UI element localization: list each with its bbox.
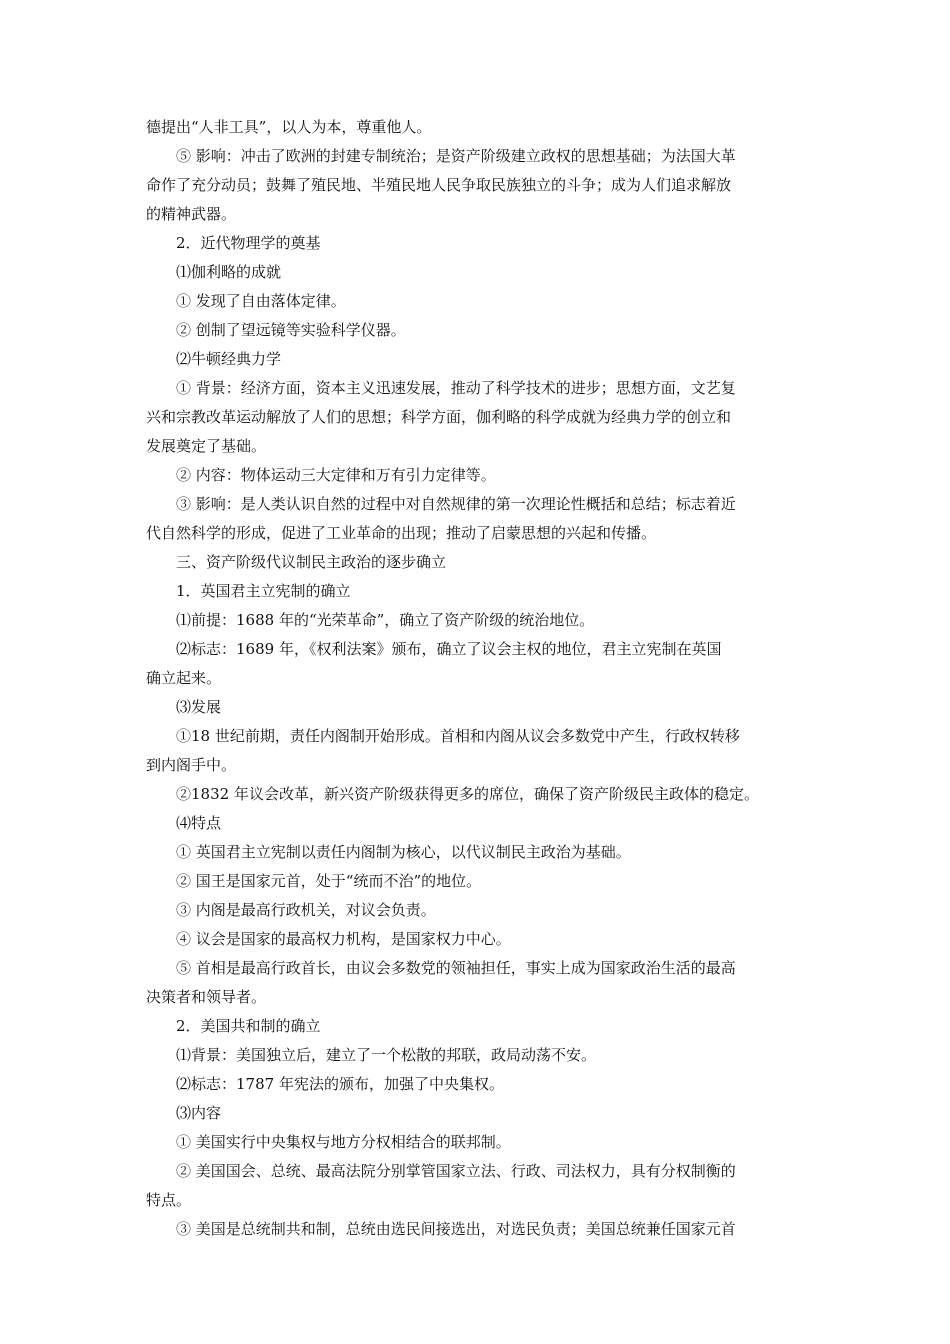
text-line: ③ 内阁是最高行政机关，对议会负责。 <box>176 901 436 919</box>
text-line: 2．美国共和制的确立 <box>176 1017 321 1035</box>
text-line: ⑵标志：1689 年，《权利法案》颁布，确立了议会主权的地位，君主立宪制在英国 <box>176 640 722 658</box>
text-line: 到内阁手中。 <box>146 756 237 774</box>
text-line: 命作了充分动员；鼓舞了殖民地、半殖民地人民争取民族独立的斗争；成为人们追求解放 <box>146 176 732 194</box>
text-line: ⑤ 影响：冲击了欧洲的封建专制统治；是资产阶级建立政权的思想基础；为法国大革 <box>176 147 736 165</box>
text-line: ② 国王是国家元首，处于“统而不治”的地位。 <box>176 872 482 890</box>
text-line: ① 英国君主立宪制以责任内阁制为核心，以代议制民主政治为基础。 <box>176 843 631 861</box>
text-line: ⑴伽利略的成就 <box>176 263 282 281</box>
text-line: ③ 影响：是人类认识自然的过程中对自然规律的第一次理论性概括和总结；标志着近 <box>176 495 736 513</box>
text-line: 兴和宗教改革运动解放了人们的思想；科学方面，伽利略的科学成就为经典力学的创立和 <box>146 408 732 426</box>
text-line: ⑷特点 <box>176 814 222 832</box>
text-line: 的精神武器。 <box>146 205 237 223</box>
text-line: ④ 议会是国家的最高权力机构，是国家权力中心。 <box>176 930 511 948</box>
text-line: ① 背景：经济方面，资本主义迅速发展，推动了科学技术的进步；思想方面，文艺复 <box>176 379 736 397</box>
text-line: 2．近代物理学的奠基 <box>176 234 321 252</box>
text-line: ① 发现了自由落体定律。 <box>176 292 346 310</box>
text-line: 决策者和领导者。 <box>146 988 267 1006</box>
text-line: 代自然科学的形成，促进了工业革命的出现；推动了启蒙思想的兴起和传播。 <box>146 524 657 542</box>
document-page <box>146 113 810 1244</box>
text-line: ⑵牛顿经典力学 <box>176 350 282 368</box>
text-line: 德提出“人非工具”，以人为本，尊重他人。 <box>146 118 432 136</box>
text-line: 确立起来。 <box>146 669 222 687</box>
text-line: ⑴背景：美国独立后，建立了一个松散的邦联，政局动荡不安。 <box>176 1046 597 1064</box>
text-line: ⑶内容 <box>176 1104 222 1122</box>
text-line: ⑶发展 <box>176 698 222 716</box>
text-line: ⑴前提：1688 年的“光荣革命”，确立了资产阶级的统治地位。 <box>176 611 595 629</box>
text-line: ① 美国实行中央集权与地方分权相结合的联邦制。 <box>176 1133 511 1151</box>
text-line: 1．英国君主立宪制的确立 <box>176 582 351 600</box>
text-line: 发展奠定了基础。 <box>146 437 267 455</box>
text-line: ①18 世纪前期，责任内阁制开始形成。首相和内阁从议会多数党中产生，行政权转移 <box>176 727 740 745</box>
text-line: ② 创制了望远镜等实验科学仪器。 <box>176 321 406 339</box>
text-line: ②1832 年议会改革，新兴资产阶级获得更多的席位，确保了资产阶级民主政体的稳定。 <box>176 785 759 803</box>
text-line: ⑵标志：1787 年宪法的颁布，加强了中央集权。 <box>176 1075 504 1093</box>
text-line: ② 美国国会、总统、最高法院分别掌管国家立法、行政、司法权力，具有分权制衡的 <box>176 1162 736 1180</box>
text-line: ② 内容：物体运动三大定律和万有引力定律等。 <box>176 466 496 484</box>
text-line: ⑤ 首相是最高行政首长，由议会多数党的领袖担任，事实上成为国家政治生活的最高 <box>176 959 736 977</box>
text-line: 特点。 <box>146 1191 192 1209</box>
text-line: 三、资产阶级代议制民主政治的逐步确立 <box>176 553 447 571</box>
text-line: ③ 美国是总统制共和制，总统由选民间接选出，对选民负责；美国总统兼任国家元首 <box>176 1220 736 1238</box>
